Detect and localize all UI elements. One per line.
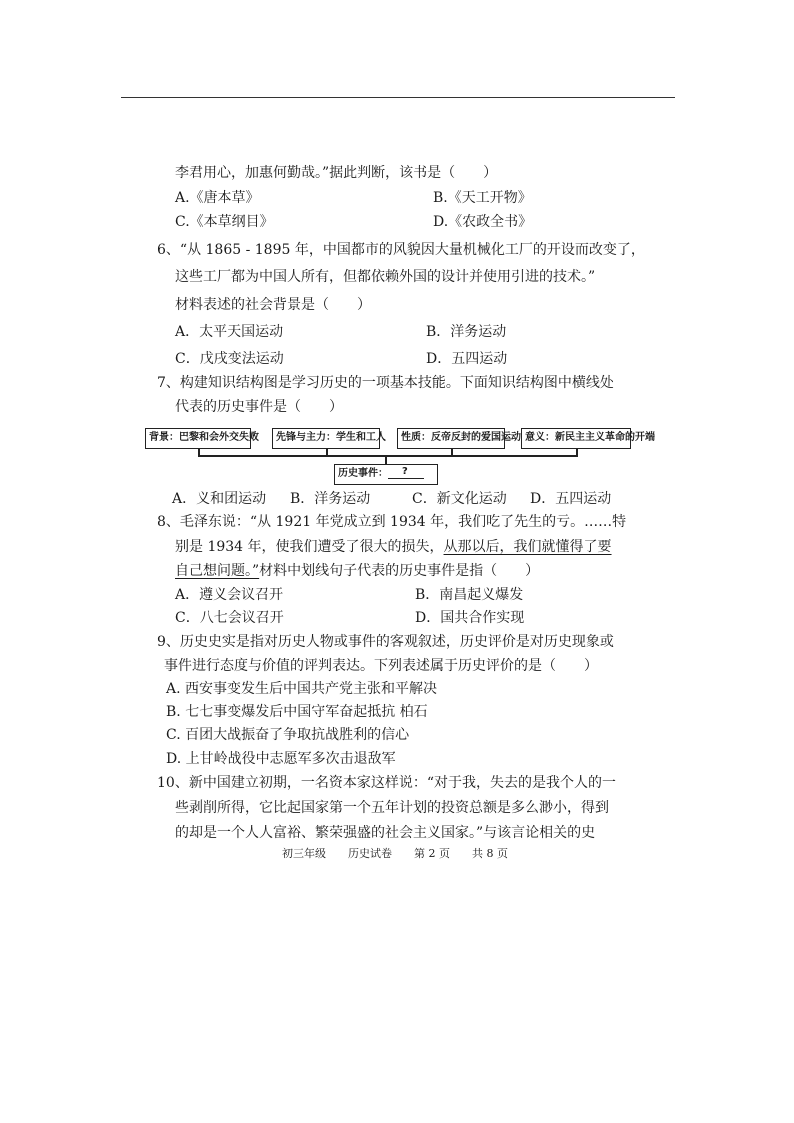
q8-underlined-quote-1: 从那以后，我们就懂得了要 bbox=[443, 539, 612, 555]
q8-option-c: C．八七会议召开 bbox=[175, 610, 284, 626]
q5-option-a: A.《唐本草》 bbox=[175, 190, 260, 206]
q9-option-b: B. 七七事变爆发后中国守军奋起抵抗 柏石 bbox=[166, 704, 428, 720]
event-question-mark: ? bbox=[402, 465, 408, 477]
q6-option-c: C．戊戌变法运动 bbox=[175, 351, 284, 367]
q8-line-1: 8、毛泽东说：“从 1921 年党成立到 1934 年，我们吃了先生的亏。……特 bbox=[157, 514, 627, 530]
q8-line-2 bbox=[175, 538, 612, 556]
q6-option-a: A．太平天国运动 bbox=[175, 324, 284, 340]
q7-option-b: B．洋务运动 bbox=[290, 491, 371, 507]
q8-line-3-plain: 材料中划线句子代表的历史事件是指（ ） bbox=[259, 563, 540, 579]
q10-line-2: 些剥削所得，它比起国家第一个五年计划的投资总额是多么渺小，得到 bbox=[175, 800, 609, 816]
q6-option-b: B．洋务运动 bbox=[426, 324, 507, 340]
diagram-box-participants: 先锋与主力：学生和工人 bbox=[272, 428, 380, 449]
q10-line-1: 10、新中国建立初期，一名资本家这样说：“对于我，失去的是我个人的一 bbox=[157, 775, 616, 791]
q8-underlined-quote-2: 自己想问题。” bbox=[175, 563, 260, 579]
diagram-box-event bbox=[334, 464, 438, 485]
q8-line-2-plain: 别是 1934 年，使我们遭受了很大的损失， bbox=[175, 539, 444, 555]
q7-line-2: 代表的历史事件是（ ） bbox=[175, 399, 343, 415]
q6-line-1: 6、“从 1865 - 1895 年，中国都市的风貌因大量机械化工厂的开设而改变了， bbox=[157, 242, 645, 258]
q8-line-3 bbox=[175, 562, 539, 580]
q6-line-3: 材料表述的社会背景是（ ） bbox=[175, 297, 371, 313]
q9-option-c: C. 百团大战振奋了争取抗战胜利的信心 bbox=[166, 727, 410, 743]
q9-option-a: A. 西安事变发生后中国共产党主张和平解决 bbox=[166, 681, 438, 697]
event-blank bbox=[388, 465, 424, 479]
q7-line-1: 7、构建知识结构图是学习历史的一项基本技能。下面知识结构图中横线处 bbox=[157, 375, 614, 391]
diagram-box-background: 背景：巴黎和会外交失败 bbox=[145, 428, 251, 449]
q7-option-a: A．义和团运动 bbox=[172, 491, 267, 507]
q5-option-b: B.《天工开物》 bbox=[433, 190, 532, 206]
diagram-box-nature: 性质：反帝反封的爱国运动 bbox=[397, 428, 505, 449]
header-rule bbox=[121, 97, 675, 98]
q9-line-2: 事件进行态度与价值的评判表达。下列表述属于历史评价的是（ ） bbox=[164, 658, 598, 674]
connector-horizontal bbox=[198, 455, 578, 457]
q7-option-d: D．五四运动 bbox=[530, 491, 612, 507]
q6-line-2: 这些工厂都为中国人所有，但都依赖外国的设计并使用引进的技术。” bbox=[175, 269, 596, 285]
q8-option-b: B．南昌起义爆发 bbox=[415, 587, 524, 603]
q8-option-a: A．遵义会议召开 bbox=[175, 587, 284, 603]
page-footer: 初三年级 历史试卷 第 2 页 共 8 页 bbox=[282, 847, 508, 860]
q6-option-d: D．五四运动 bbox=[426, 351, 508, 367]
q5-option-d: D.《农政全书》 bbox=[433, 214, 533, 230]
q9-line-1: 9、历史史实是指对历史人物或事件的客观叙述，历史评价是对历史现象或 bbox=[157, 634, 614, 650]
q5-option-c: C.《本草纲目》 bbox=[175, 214, 274, 230]
q5-stem: 李君用心，加惠何勤哉。”据此判断，该书是（ ） bbox=[175, 165, 498, 181]
event-label: 历史事件： bbox=[338, 468, 388, 479]
q10-line-3: 的却是一个人人富裕、繁荣强盛的社会主义国家。”与该言论相关的史 bbox=[175, 825, 596, 841]
q7-option-c: C．新文化运动 bbox=[412, 491, 507, 507]
q9-option-d: D. 上甘岭战役中志愿军多次击退敌军 bbox=[166, 751, 396, 767]
diagram-box-significance: 意义：新民主主义革命的开端 bbox=[521, 428, 631, 449]
q8-option-d: D．国共合作实现 bbox=[415, 610, 525, 626]
